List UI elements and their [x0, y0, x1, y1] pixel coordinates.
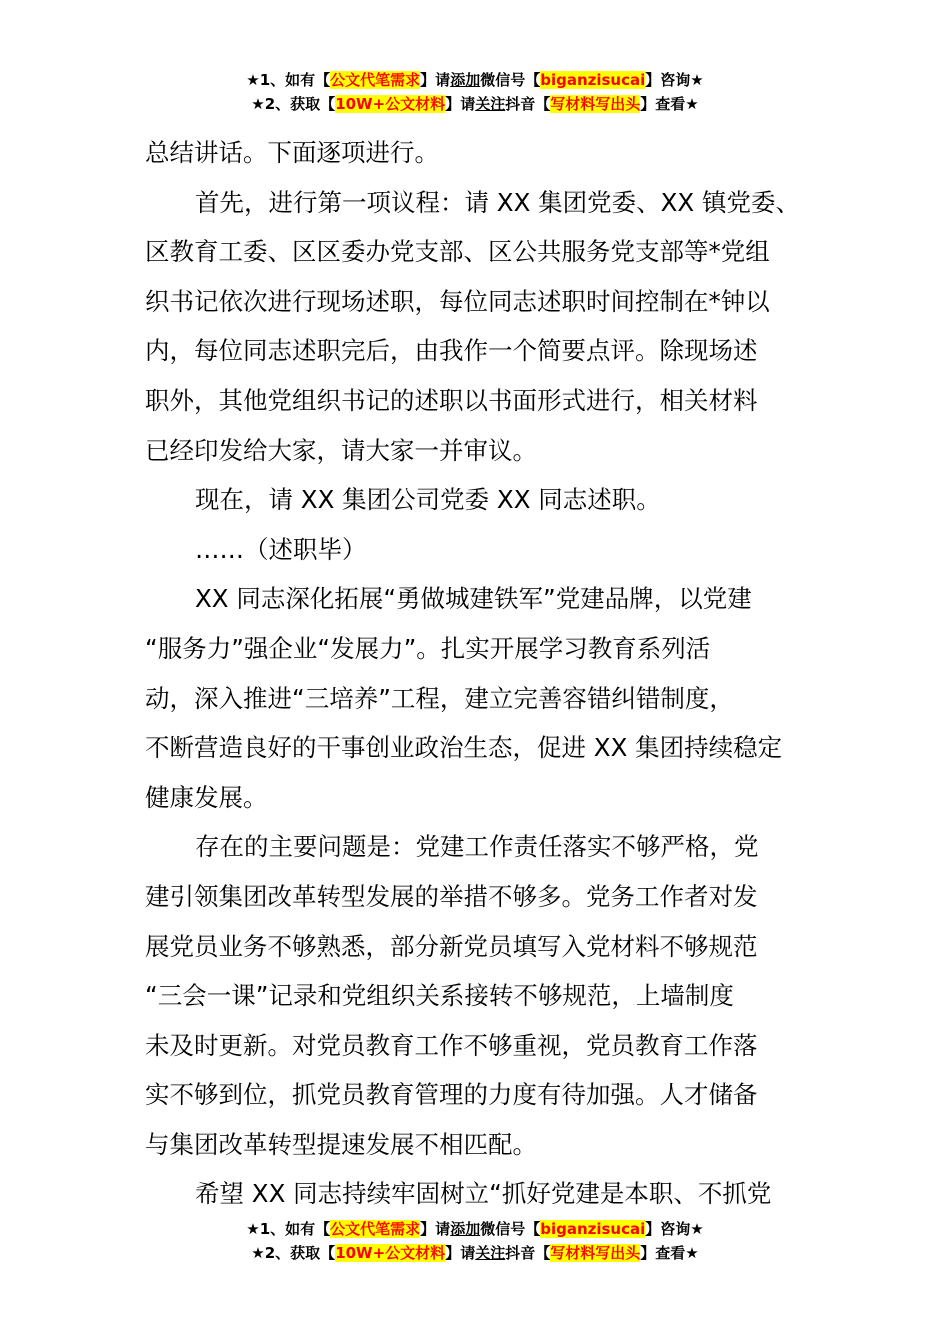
banner-line-1: ★1、如有【公文代笔需求】请添加微信号【biganzisucai】咨询★ [246, 1220, 704, 1238]
highlight-wechat-id: biganzisucai [540, 71, 646, 89]
text-line: “服务力”强企业“发展力”。扎实开展学习教育系列活 [145, 633, 711, 663]
banner-line-1: ★1、如有【公文代笔需求】请添加微信号【biganzisucai】咨询★ [246, 71, 704, 89]
text-line: 职外，其他党组织书记的述职以书面形式进行，相关材料 [145, 385, 758, 415]
highlight-materials: 10W+公文材料 [335, 95, 446, 113]
text-line: 区教育工委、区区委办党支部、区公共服务党支部等*党组 [145, 237, 770, 267]
text-line: 织书记依次进行现场述职，每位同志述职时间控制在*钟以 [145, 286, 770, 316]
highlight-service: 公文代笔需求 [330, 1220, 421, 1238]
text-line: XX 同志深化拓展“勇做城建铁军”党建品牌，以党建 [195, 584, 752, 614]
text-line: 存在的主要问题是：党建工作责任落实不够严格，党 [195, 832, 759, 862]
text-line: 建引领集团改革转型发展的举措不够多。党务工作者对发 [145, 881, 758, 911]
document-body [145, 128, 815, 1219]
text-line: 希望 XX 同志持续牢固树立“抓好党建是本职、不抓党 [195, 1179, 772, 1209]
banner-line-2: ★2、获取【10W+公文材料】请关注抖音【写材料写出头】查看★ [251, 95, 699, 113]
text-line: 不断营造良好的干事创业政治生态，促进 XX 集团持续稳定 [145, 733, 783, 763]
text-line: 实不够到位，抓党员教育管理的力度有待加强。人才储备 [145, 1080, 758, 1110]
text-line: 现在，请 XX 集团公司党委 XX 同志述职。 [195, 485, 661, 515]
banner-line-2: ★2、获取【10W+公文材料】请关注抖音【写材料写出头】查看★ [251, 1244, 699, 1262]
text-line: “三会一课”记录和党组织关系接转不够规范，上墙制度 [145, 981, 734, 1011]
text-line: 内，每位同志述职完后，由我作一个简要点评。除现场述 [145, 336, 758, 366]
highlight-materials: 10W+公文材料 [335, 1244, 446, 1262]
text-line: 与集团改革转型提速发展不相匹配。 [145, 1129, 537, 1159]
text-line: 首先，进行第一项议程：请 XX 集团党委、XX 镇党委、 [195, 187, 800, 217]
text-line: 未及时更新。对党员教育工作不够重视，党员教育工作落 [145, 1030, 758, 1060]
text-line: 健康发展。 [145, 782, 268, 812]
text-line: ……（述职毕） [195, 534, 367, 564]
highlight-douyin: 写材料写出头 [550, 95, 641, 113]
text-line: 展党员业务不够熟悉，部分新党员填写入党材料不够规范 [145, 931, 758, 961]
footer-banner [0, 1217, 950, 1265]
header-banner [0, 68, 950, 116]
text-line: 动，深入推进“三培养”工程，建立完善容错纠错制度， [145, 683, 734, 713]
highlight-service: 公文代笔需求 [330, 71, 421, 89]
text-line: 已经印发给大家，请大家一并审议。 [145, 435, 537, 465]
highlight-douyin: 写材料写出头 [550, 1244, 641, 1262]
text-line: 总结讲话。下面逐项进行。 [145, 138, 439, 167]
highlight-wechat-id: biganzisucai [540, 1220, 646, 1238]
